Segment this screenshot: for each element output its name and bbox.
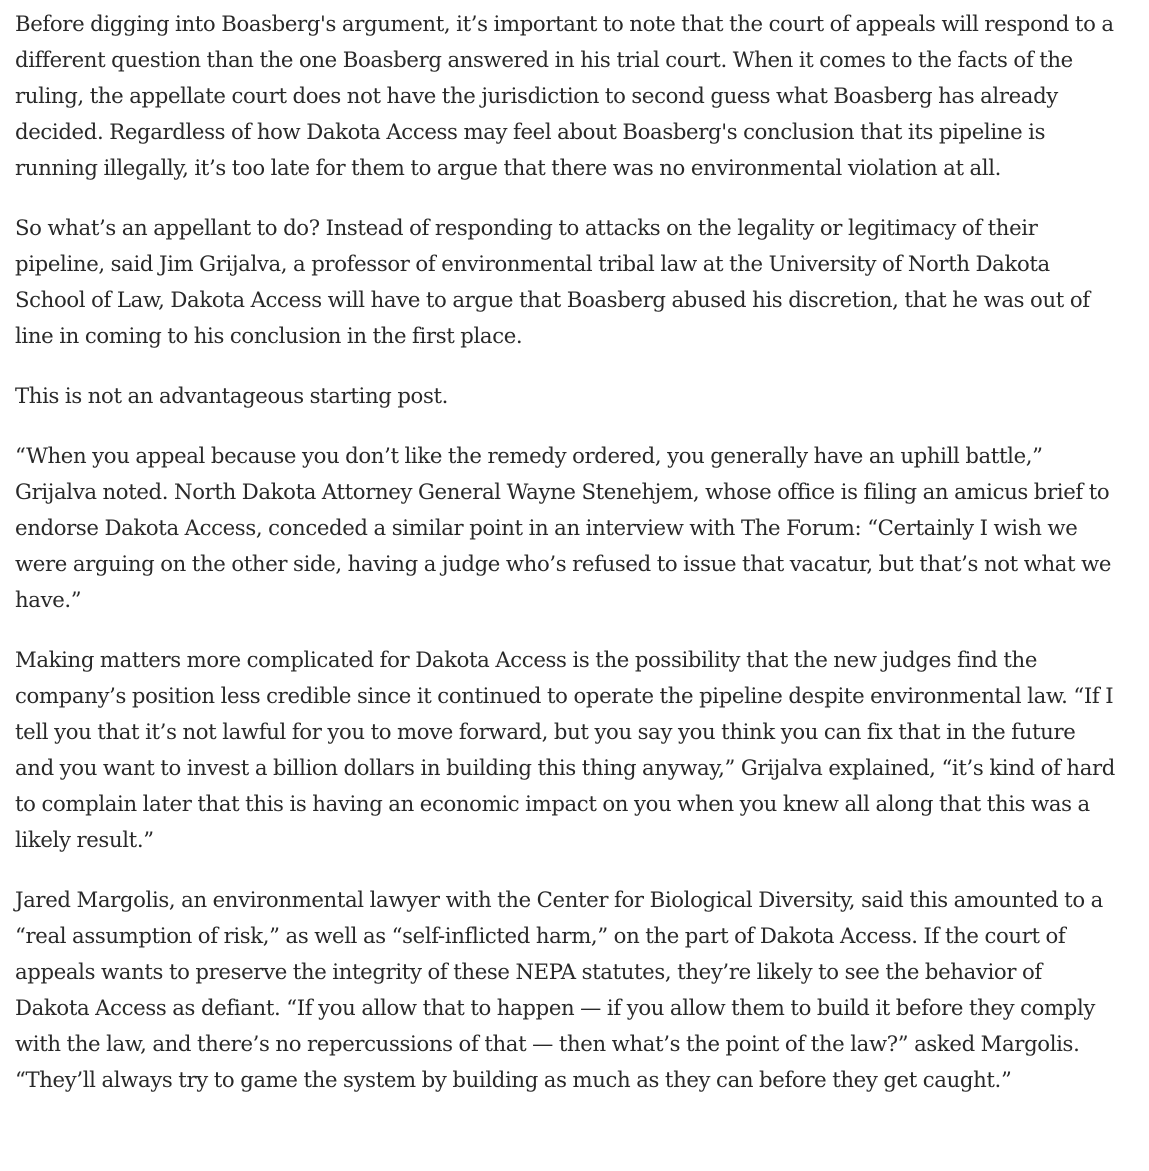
paragraph-uphill-battle: “When you appeal because you don’t like the remedy ordered, you generally have an uphill battle,” Grijalva noted. North Dakota Attorney General Wayne Stenehjem, whose office is filing an amicus brief to endorse Dakota Access, conceded a similar point in an interview with The Forum: “Certainly I wish we were arguing on the other side, having a judge who’s refused to issue that vacatur, but that’s not what we have.”: [15, 443, 1112, 612]
paragraph-appellant-strategy: So what’s an appellant to do? Instead of responding to attacks on the legality or legitimacy of their pipeline, said Jim Grijalva, a professor of environmental tribal law at the University of North Dakota School of Law, Dakota Access will have to argue that Boasberg abused his discretion, that he was out of line in coming to his conclusion in the first place.: [15, 215, 1090, 348]
paragraph-margolis-quote: Jared Margolis, an environmental lawyer with the Center for Biological Diversity, said this amounted to a “real assumption of risk,” as well as “self-inflicted harm,” on the part of Dakota Access. If the court of appeals wants to preserve the integrity of these NEPA statutes, they’re likely to see the behavior of Dakota Access as defiant. “If you allow that to happen — if you allow them to build it before they comply with the law, and there’s no repercussions of that — then what’s the point of the law?” asked Margolis. “They’ll always try to game the system by building as much as they can before they get caught.”: [15, 887, 1103, 1092]
paragraph-appellate-question: Before digging into Boasberg's argument, it’s important to note that the court of appeals will respond to a different question than the one Boasberg answered in his trial court. When it comes to the facts of the ruling, the appellate court does not have the jurisdiction to second guess what Boasberg has already decided. Regardless of how Dakota Access may feel about Boasberg's conclusion that its pipeline is running illegally, it’s too late for them to argue that there was no environmental violation at all.: [15, 11, 1114, 180]
paragraph-starting-post: This is not an advantageous starting post.: [15, 383, 449, 408]
paragraph-credibility: Making matters more complicated for Dakota Access is the possibility that the new judges find the company’s position less credible since it continued to operate the pipeline despite environmental law. “If I tell you that it’s not lawful for you to move forward, but you say you think you can fix that in the future and you want to invest a billion dollars in building this thing anyway,” Grijalva explained, “it’s kind of hard to complain later that this is having an economic impact on you when you knew all along that this was a likely result.”: [15, 647, 1115, 852]
